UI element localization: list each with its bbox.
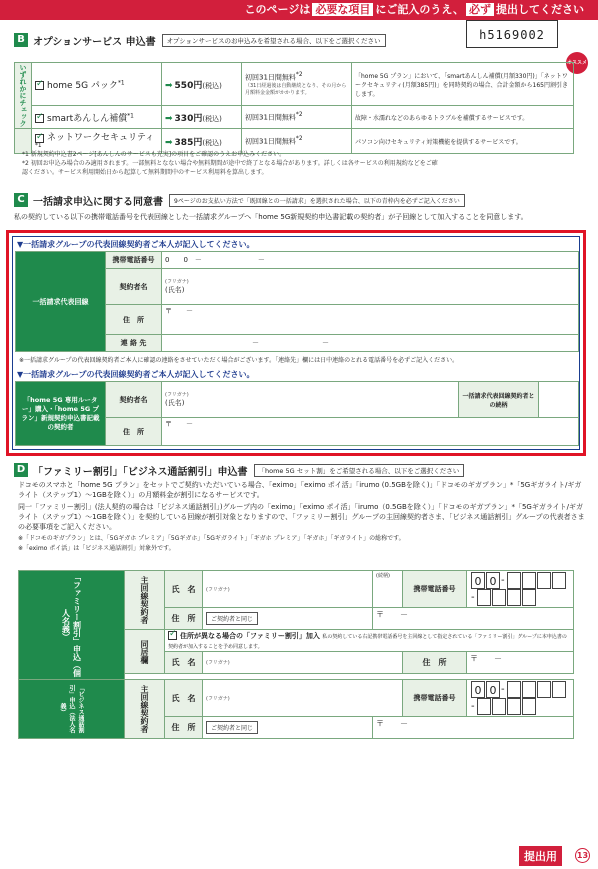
digit-box: 0: [471, 681, 485, 698]
contact-field[interactable]: － －: [162, 335, 579, 352]
tax: (税込): [202, 114, 222, 123]
furigana-label: (フリガナ): [206, 586, 230, 593]
dash: -: [501, 575, 505, 586]
option-cell: [32, 63, 162, 106]
same-address-cell: [203, 608, 373, 630]
same-address-button[interactable]: ご契約者と同じ: [206, 612, 258, 625]
side-label: いずれかにチェック: [15, 63, 32, 129]
section-d-text: [18, 480, 586, 554]
submission-label: 提出用: [519, 846, 562, 866]
main-line-sub: 主回線契約者: [125, 571, 165, 630]
free-text: 初回31日間無料: [245, 137, 296, 146]
digit-box[interactable]: [537, 681, 551, 698]
digit-box[interactable]: [522, 589, 536, 606]
contact-label: 連 絡 先: [106, 335, 162, 352]
option-sup: *1: [35, 143, 42, 149]
section-c-title: 一括請求申込に関する同意書: [33, 196, 163, 208]
price-cell: [162, 106, 242, 129]
digit-box: 0: [486, 572, 500, 589]
furigana-label: (フリガナ): [206, 695, 230, 702]
desc-cell: パソコン向けセキュリティ対策機能を提供するサービスです。: [352, 129, 574, 154]
biz-side-text: 「ビジネス通話割引」申込: [68, 685, 84, 733]
option-cell: [32, 106, 162, 129]
instruction-bar-2: ▼一括請求グループの代表回線契約者ご本人が記入してください。: [17, 370, 255, 379]
fam-addr-field[interactable]: 〒 －: [373, 608, 574, 630]
price: 330円: [174, 113, 203, 124]
option-name: home 5G パック: [47, 80, 118, 91]
fam2-addr-label: 住 所: [403, 652, 467, 674]
family-side-label: [19, 571, 125, 680]
free-cell: [242, 63, 352, 106]
digit-box[interactable]: [507, 681, 521, 698]
address-field-2[interactable]: 〒 －: [162, 418, 579, 446]
fam2-name-field[interactable]: [203, 652, 403, 674]
diff-address-cell: [165, 630, 574, 652]
tax: (税込): [202, 81, 222, 90]
family-sub-text: （個人名義）: [61, 609, 82, 677]
shimei-label: (氏名): [165, 286, 185, 294]
fam-name-label: 氏 名: [165, 571, 203, 608]
fam2-addr-field[interactable]: 〒 －: [467, 652, 574, 674]
option-row: [15, 63, 574, 106]
relation-field[interactable]: [539, 382, 579, 418]
free-text: 初回31日間無料: [245, 113, 296, 122]
biz-name-field[interactable]: [203, 680, 403, 717]
name-label: 契約者名: [106, 269, 162, 305]
section-letter-c: C: [14, 193, 28, 207]
digit-box[interactable]: [522, 572, 536, 589]
price: 385円: [174, 137, 203, 148]
banner-text-1: このページは: [244, 3, 311, 16]
shimei-label: (氏名): [165, 399, 185, 407]
address-label: 住 所: [106, 305, 162, 335]
option-row: [15, 106, 574, 129]
checkbox-home5g[interactable]: [35, 81, 44, 90]
digit-box[interactable]: [492, 698, 506, 715]
biz-phone-field[interactable]: [467, 680, 574, 717]
fam2-name-label: 氏 名: [165, 652, 203, 674]
section-d-header: [14, 460, 584, 480]
phone-field[interactable]: 0 0 － －: [162, 252, 579, 269]
note-mid: ※一括請求グループの代表回線契約者ご本人に確認の連絡をさせていただく場合がございます。「連絡先」欄には日中連絡のとれる電話番号を必ずご記入ください。: [19, 357, 459, 364]
digit-box[interactable]: [537, 572, 551, 589]
address-field[interactable]: 〒 －: [162, 305, 579, 335]
fam-addr-label: 住 所: [165, 608, 203, 630]
rep-line-label: 一括請求代表回線: [16, 252, 106, 352]
dash: -: [471, 592, 475, 603]
name-field[interactable]: [162, 269, 579, 305]
diff-address-note: 私の契約している右記携帯電話番号を主回線として指定されている「ファミリー割引」グループに本申込書の契約者が加入することを予め同意します。: [168, 634, 567, 650]
digit-box[interactable]: [477, 589, 491, 606]
family-discount-table: [18, 570, 574, 739]
same-household-sub: 同居欄: [125, 630, 165, 674]
relation-label: 一括請求代表回線契約者との続柄: [459, 382, 539, 418]
section-letter-d: D: [14, 463, 28, 477]
banner-text-3: 提出してください: [496, 3, 584, 16]
instruction-bar-1: ▼一括請求グループの代表回線契約者ご本人が記入してください。: [17, 240, 255, 249]
fam-phone-label: 携帯電話番号: [403, 571, 467, 608]
section-d-note-1: ※「ドコモのギガプラン」とは、「5Gギガホ プレミア」「5Gギガホ」「5Gギガライト」「ギガホ プレミア」「ギガホ」「ギガライト」の総称です。: [18, 535, 405, 542]
section-c-note: 9ページのお支払い方法で「既回線との一括請求」を選択された場合、以下の青枠内を必ずご記入ください: [169, 194, 465, 207]
arrow-icon: ➡: [165, 113, 173, 124]
section-d-para-1: ドコモのスマホと「home 5G プラン」をセットでご契約いただいている場合、「eximo」「eximo ポイ活」「irumo (0.5GBを除く)」「ドコモのギガプラン」*「5Gギガライト/ギガライト（ステップ1）～1GBを除く）」の月額料金が割引になるサービスです。: [18, 481, 582, 499]
banner-text-2: にご記入のうえ、: [375, 3, 464, 16]
section-letter-b: B: [14, 33, 28, 47]
dash: -: [501, 684, 505, 695]
checkbox-security[interactable]: [35, 134, 44, 143]
phone-label: 携帯電話番号: [106, 252, 162, 269]
page-number: 13: [575, 848, 590, 863]
biz-same-cell: [203, 717, 373, 739]
digit-box[interactable]: [477, 698, 491, 715]
banner-highlight-1: 必要な項目: [312, 3, 373, 16]
relation-note: (続柄): [373, 571, 403, 608]
digit-box[interactable]: [492, 589, 506, 606]
digit-box[interactable]: [552, 572, 566, 589]
banner-highlight-2: 必ず: [466, 3, 494, 16]
biz-sub-text: （法人名義）: [59, 703, 75, 733]
name-label-2: 契約者名: [106, 382, 162, 418]
section-c-header: [14, 190, 584, 210]
highlight-frame: [6, 230, 586, 456]
option-table: [14, 62, 574, 154]
biz-side-label: [19, 680, 125, 739]
furigana-label: (フリガナ): [165, 279, 189, 285]
checkbox-diff-address[interactable]: [168, 631, 177, 640]
digit-box: 0: [486, 681, 500, 698]
diff-address-label: 住所が異なる場合の「ファミリー割引」加入: [180, 632, 320, 640]
family-side-text: 「ファミリー割引」申込: [72, 573, 82, 661]
recommend-badge: オススメ: [566, 52, 588, 74]
new-contract-label: 「home 5G 専用ルーター」購入・「home 5G プラン」新規契約申込書記載の契約者: [16, 382, 106, 446]
digit-box[interactable]: [522, 698, 536, 715]
price: 550円: [174, 80, 203, 91]
arrow-icon: ➡: [165, 137, 173, 148]
biz-phone-label: 携帯電話番号: [403, 680, 467, 717]
biz-addr-field[interactable]: 〒 －: [373, 717, 574, 739]
option-name: smartあんしん補償: [47, 113, 128, 124]
price-cell: [162, 63, 242, 106]
digit-box[interactable]: [552, 681, 566, 698]
biz-name-label: 氏 名: [165, 680, 203, 717]
section-d-title: 「ファミリー割引」「ビジネス通話割引」申込書: [33, 466, 248, 478]
address-label-2: 住 所: [106, 418, 162, 446]
biz-same-address-button[interactable]: ご契約者と同じ: [206, 721, 258, 734]
desc-cell: 故障・水濡れなどのあらゆるトラブルを補償するサービスです。: [352, 106, 574, 129]
free-note: （31日経過後は自動継続となり、その月から月額料金金額がかかります。: [245, 83, 347, 97]
digit-box[interactable]: [522, 681, 536, 698]
digit-box[interactable]: [507, 698, 521, 715]
footnote: *2 初回お申込み場合のみ適用されます。一部無料となない場合や無料期間が途中で終了となる場合があります。詳しくは各サービスの利用規約などをご確: [22, 160, 438, 167]
biz-addr-label: 住 所: [165, 717, 203, 739]
dash: -: [471, 701, 475, 712]
furigana-label: (フリガナ): [165, 392, 189, 398]
option-sup: *1: [127, 113, 134, 120]
digit-box: 0: [471, 572, 485, 589]
tax: (税込): [202, 138, 222, 147]
furigana-label: (フリガナ): [206, 660, 230, 666]
section-d-para-2: 同一「ファミリー割引」(法人契約の場合は「ビジネス通話割引」)グループ内の「eximo」「eximo ポイ活」「irumo（0.5GBを除く）」「ドコモのギガプラン」*「5Gギガライト/ギガライト（ステップ1）～1GBを除く）」を契約している回線が割引対象となりますので、「ファミリー割引」グループの主回線契約者さま、「ビジネス通話割引」グループの代表者さまの必要事項をご記入ください。: [18, 503, 585, 531]
fam-name-field[interactable]: [203, 571, 373, 608]
page-banner: [0, 0, 598, 20]
digit-box[interactable]: [507, 572, 521, 589]
free-sup: *2: [295, 71, 303, 78]
footnote: 認ください。サービス利用開始日から起算して無料期間中のサービス利用料を算出します。: [22, 169, 268, 176]
section-d-note-2: ※「eximo ポイ活」は「ビジネス通話割引」対象外です。: [18, 545, 175, 552]
footnote: *1 新規契約申込書2ページ[あんしんのサービスも充実]の項目をご確認のうえお申込みください。: [22, 151, 286, 158]
section-c-intro: 私の契約している以下の携帯電話番号を代表回線とした一括請求グループへ「home 5G新規契約申込書記載の契約者」が子回線として加入することを同意します。: [14, 213, 528, 221]
section-d-note: 「home 5G セット割」をご希望される場合、以下をご選択ください: [254, 464, 465, 477]
name-field-2[interactable]: [162, 382, 459, 418]
section-b-title: オプションサービス 申込書: [33, 36, 156, 48]
fam-phone-field[interactable]: [467, 571, 574, 608]
arrow-icon: ➡: [165, 80, 173, 91]
free-sup: *2: [295, 136, 303, 142]
section-b-note: オプションサービスのお申込みを希望される場合、以下をご選択ください: [162, 34, 386, 47]
biz-main-sub: 主回線契約者: [125, 680, 165, 739]
document-id: h5169002: [466, 20, 558, 48]
checkbox-smart[interactable]: [35, 114, 44, 123]
new-contract-table: [15, 381, 579, 446]
free-text: 初回31日間無料: [245, 73, 296, 82]
free-cell: [242, 106, 352, 129]
rep-line-table: [15, 251, 579, 352]
digit-box[interactable]: [507, 589, 521, 606]
option-name: ネットワークセキュリティ: [47, 133, 155, 143]
blue-frame: [12, 236, 580, 450]
option-sup: *1: [117, 80, 125, 87]
desc-cell: 「home 5G プラン」において、「smartあんしん補償(月額330円)」「ネットワークセキュリティ(月額385円)」を同時契約の場合、合計金額から165円割引きします。: [352, 63, 574, 106]
free-sup: *2: [295, 111, 303, 118]
